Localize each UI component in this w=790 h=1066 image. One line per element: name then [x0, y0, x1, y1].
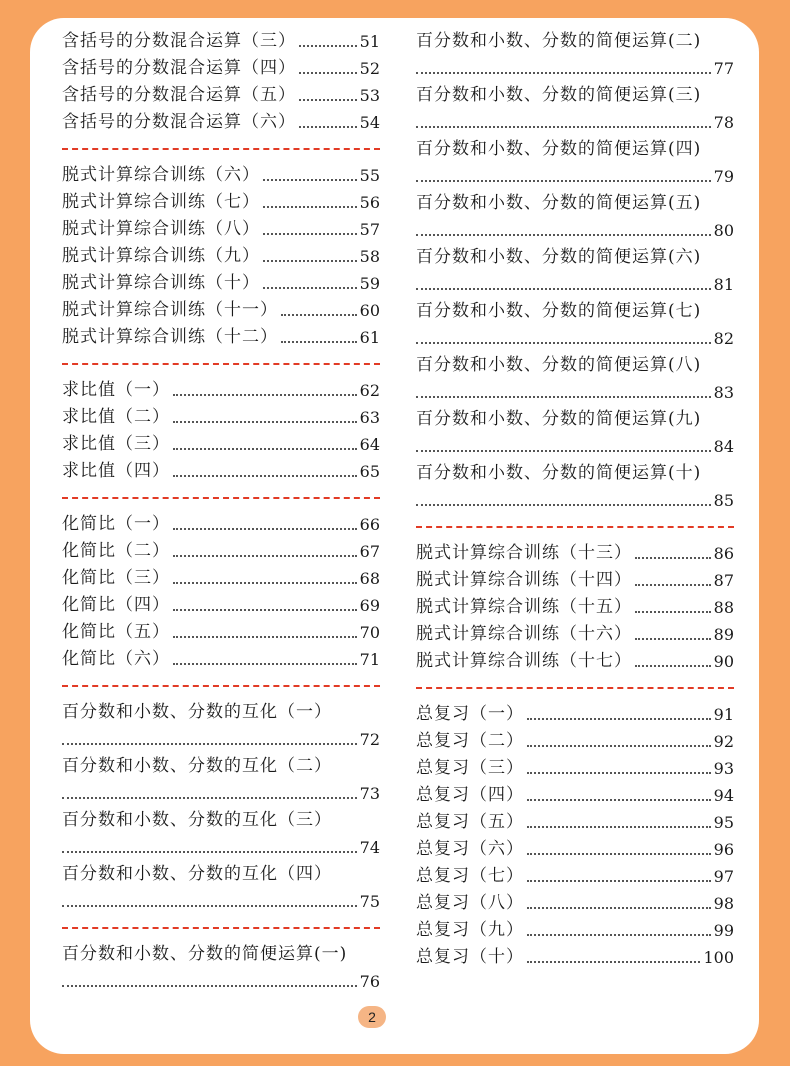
- dot-leader: [263, 260, 357, 262]
- toc-entry[interactable]: [62, 592, 380, 619]
- toc-entry-page: 61: [359, 328, 380, 347]
- toc-entry-page: 88: [713, 598, 734, 617]
- toc-entry[interactable]: [416, 701, 734, 728]
- toc-entry[interactable]: [62, 243, 380, 270]
- toc-left-column: [62, 18, 380, 995]
- toc-entry-page: 73: [359, 784, 380, 803]
- dot-leader: [173, 636, 357, 638]
- dot-leader: [416, 126, 711, 128]
- toc-entry-title: 脱式计算综合训练（十二）: [62, 327, 278, 347]
- toc-entry-page: 90: [713, 652, 734, 671]
- toc-entry-leader-line: [62, 780, 380, 807]
- toc-entry[interactable]: [62, 189, 380, 216]
- toc-entry-title: 总复习（七）: [416, 866, 524, 886]
- toc-entry[interactable]: [62, 861, 380, 915]
- toc-entry[interactable]: [416, 460, 734, 514]
- toc-entry-title: 百分数和小数、分数的互化（三）: [62, 810, 332, 830]
- toc-entry[interactable]: [416, 352, 734, 406]
- dot-leader: [527, 772, 711, 774]
- dot-leader: [416, 180, 711, 182]
- toc-entry-title: 化简比（二）: [62, 541, 170, 561]
- toc-entry-title: 总复习（六）: [416, 839, 524, 859]
- dot-leader: [527, 826, 711, 828]
- dot-leader: [635, 665, 711, 667]
- dot-leader: [173, 448, 357, 450]
- toc-entry-title: 化简比（一）: [62, 514, 170, 534]
- toc-entry-title: 总复习（八）: [416, 893, 524, 913]
- toc-entry-page: 72: [359, 730, 380, 749]
- toc-entry-leader-line: [416, 379, 734, 406]
- toc-entry-title: 百分数和小数、分数的简便运算(九): [416, 409, 702, 429]
- dot-leader: [281, 314, 357, 316]
- toc-entry[interactable]: [62, 538, 380, 565]
- toc-entry[interactable]: [62, 941, 380, 995]
- toc-entry[interactable]: [416, 890, 734, 917]
- dot-leader: [263, 233, 357, 235]
- toc-entry[interactable]: [416, 136, 734, 190]
- toc-entry[interactable]: [416, 621, 734, 648]
- toc-entry-leader-line: [62, 888, 380, 915]
- toc-entry-page: 92: [713, 732, 734, 751]
- dot-leader: [263, 179, 357, 181]
- toc-entry-title: 求比值（三）: [62, 434, 170, 454]
- toc-entry-page: 98: [713, 894, 734, 913]
- toc-entry-page: 94: [713, 786, 734, 805]
- dot-leader: [299, 99, 357, 101]
- toc-entry-page: 59: [359, 274, 380, 293]
- section-divider: [416, 526, 734, 528]
- dot-leader: [416, 72, 711, 74]
- toc-entry-page: 71: [359, 650, 380, 669]
- dot-leader: [635, 638, 711, 640]
- toc-entry-title: 百分数和小数、分数的简便运算(四): [416, 139, 702, 159]
- toc-entry-page: 65: [359, 462, 380, 481]
- toc-entry-title: 百分数和小数、分数的互化（一）: [62, 702, 332, 722]
- toc-entry[interactable]: [416, 244, 734, 298]
- dot-leader: [299, 72, 357, 74]
- toc-entry[interactable]: [62, 511, 380, 538]
- toc-entry-title: 百分数和小数、分数的互化（二）: [62, 756, 332, 776]
- toc-section: [416, 28, 734, 514]
- toc-entry[interactable]: [416, 648, 734, 675]
- toc-entry-page: 64: [359, 435, 380, 454]
- toc-entry-page: 54: [359, 113, 380, 132]
- toc-entry[interactable]: [416, 298, 734, 352]
- toc-entry-page: 99: [713, 921, 734, 940]
- dot-leader: [263, 206, 357, 208]
- dot-leader: [527, 745, 711, 747]
- dot-leader: [527, 880, 711, 882]
- toc-entry-page: 85: [713, 491, 734, 510]
- dot-leader: [62, 905, 357, 907]
- toc-entry-leader-line: [416, 163, 734, 190]
- toc-entry[interactable]: [62, 458, 380, 485]
- toc-entry-leader-line: [62, 834, 380, 861]
- toc-entry[interactable]: [416, 782, 734, 809]
- toc-entry-title: 化简比（三）: [62, 568, 170, 588]
- toc-entry[interactable]: [62, 646, 380, 673]
- dot-leader: [62, 743, 357, 745]
- toc-entry-title: 总复习（九）: [416, 920, 524, 940]
- toc-entry-leader-line: [416, 55, 734, 82]
- toc-entry-page: 87: [713, 571, 734, 590]
- dot-leader: [527, 907, 711, 909]
- toc-entry-title: 含括号的分数混合运算（四）: [62, 58, 296, 78]
- toc-entry-page: 93: [713, 759, 734, 778]
- toc-entry[interactable]: [62, 753, 380, 807]
- toc-entry-page: 53: [359, 86, 380, 105]
- toc-entry-page: 80: [713, 221, 734, 240]
- toc-entry-page: 83: [713, 383, 734, 402]
- dot-leader: [527, 718, 711, 720]
- toc-entry-title: 总复习（一）: [416, 704, 524, 724]
- dot-leader: [62, 985, 357, 987]
- toc-entry-page: 58: [359, 247, 380, 266]
- section-divider: [62, 685, 380, 687]
- toc-entry[interactable]: [62, 82, 380, 109]
- toc-entry-title: 总复习（三）: [416, 758, 524, 778]
- toc-entry[interactable]: [416, 917, 734, 944]
- toc-entry[interactable]: [62, 377, 380, 404]
- section-divider: [62, 497, 380, 499]
- toc-entry-page: 51: [359, 32, 380, 51]
- dot-leader: [173, 421, 357, 423]
- section-divider: [62, 363, 380, 365]
- dot-leader: [416, 288, 711, 290]
- toc-entry-title: 脱式计算综合训练（十六）: [416, 624, 632, 644]
- toc-entry-title: 脱式计算综合训练（十四）: [416, 570, 632, 590]
- toc-section: [62, 699, 380, 915]
- toc-entry-leader-line: [416, 325, 734, 352]
- toc-entry-title: 脱式计算综合训练（十三）: [416, 543, 632, 563]
- toc-section: [416, 701, 734, 971]
- toc-entry[interactable]: [416, 755, 734, 782]
- dot-leader: [416, 234, 711, 236]
- toc-entry-title: 化简比（四）: [62, 595, 170, 615]
- toc-entry-title: 求比值（四）: [62, 461, 170, 481]
- toc-entry[interactable]: [416, 944, 734, 971]
- toc-entry-title: 含括号的分数混合运算（五）: [62, 85, 296, 105]
- toc-entry-title: 百分数和小数、分数的简便运算(六): [416, 247, 702, 267]
- toc-entry-page: 95: [713, 813, 734, 832]
- toc-entry-page: 89: [713, 625, 734, 644]
- toc-entry-page: 96: [713, 840, 734, 859]
- toc-entry-title: 百分数和小数、分数的互化（四）: [62, 864, 332, 884]
- dot-leader: [416, 396, 711, 398]
- toc-entry-page: 74: [359, 838, 380, 857]
- page-number-badge: 2: [358, 1006, 386, 1028]
- toc-entry[interactable]: [62, 55, 380, 82]
- toc-entry-page: 69: [359, 596, 380, 615]
- toc-entry-title: 含括号的分数混合运算（六）: [62, 112, 296, 132]
- toc-entry[interactable]: [62, 162, 380, 189]
- toc-entry[interactable]: [416, 728, 734, 755]
- toc-entry-page: 57: [359, 220, 380, 239]
- dot-leader: [527, 799, 711, 801]
- toc-entry[interactable]: [416, 190, 734, 244]
- dot-leader: [173, 475, 357, 477]
- toc-entry-title: 百分数和小数、分数的简便运算(七): [416, 301, 702, 321]
- toc-entry-title: 求比值（二）: [62, 407, 170, 427]
- toc-entry-page: 60: [359, 301, 380, 320]
- toc-entry-title: 脱式计算综合训练（十七）: [416, 651, 632, 671]
- toc-right-column: [416, 18, 734, 971]
- toc-entry-title: 化简比（六）: [62, 649, 170, 669]
- dot-leader: [416, 450, 711, 452]
- toc-entry-title: 求比值（一）: [62, 380, 170, 400]
- dot-leader: [299, 126, 357, 128]
- toc-entry-page: 56: [359, 193, 380, 212]
- toc-entry-page: 52: [359, 59, 380, 78]
- toc-entry-title: 化简比（五）: [62, 622, 170, 642]
- toc-entry-page: 77: [713, 59, 734, 78]
- dot-leader: [281, 341, 357, 343]
- toc-entry-title: 总复习（十）: [416, 947, 524, 967]
- toc-entry-page: 91: [713, 705, 734, 724]
- dot-leader: [635, 557, 711, 559]
- toc-entry[interactable]: [416, 594, 734, 621]
- toc-entry-title: 脱式计算综合训练（八）: [62, 219, 260, 239]
- toc-entry-page: 68: [359, 569, 380, 588]
- dot-leader: [173, 394, 357, 396]
- toc-entry[interactable]: [416, 406, 734, 460]
- toc-entry[interactable]: [416, 28, 734, 82]
- dot-leader: [173, 555, 357, 557]
- toc-entry-title: 百分数和小数、分数的简便运算(八): [416, 355, 702, 375]
- toc-entry-page: 70: [359, 623, 380, 642]
- toc-section: [62, 377, 380, 485]
- dot-leader: [635, 584, 711, 586]
- toc-entry[interactable]: [416, 809, 734, 836]
- toc-entry-page: 62: [359, 381, 380, 400]
- toc-entry[interactable]: [62, 216, 380, 243]
- toc-entry-title: 脱式计算综合训练（十）: [62, 273, 260, 293]
- dot-leader: [173, 663, 357, 665]
- toc-entry-title: 脱式计算综合训练（九）: [62, 246, 260, 266]
- dot-leader: [635, 611, 711, 613]
- toc-entry[interactable]: [62, 324, 380, 351]
- dot-leader: [173, 582, 357, 584]
- toc-section: [416, 540, 734, 675]
- toc-entry-page: 78: [713, 113, 734, 132]
- toc-entry-leader-line: [416, 217, 734, 244]
- toc-entry[interactable]: [62, 297, 380, 324]
- toc-section: [62, 162, 380, 351]
- toc-entry-title: 脱式计算综合训练（六）: [62, 165, 260, 185]
- toc-entry-leader-line: [416, 487, 734, 514]
- toc-entry[interactable]: [62, 28, 380, 55]
- toc-entry-page: 55: [359, 166, 380, 185]
- toc-entry[interactable]: [416, 82, 734, 136]
- toc-entry-leader-line: [416, 271, 734, 298]
- toc-entry-leader-line: [416, 433, 734, 460]
- toc-entry[interactable]: [416, 540, 734, 567]
- dot-leader: [263, 287, 357, 289]
- toc-entry[interactable]: [62, 270, 380, 297]
- toc-entry-title: 脱式计算综合训练（七）: [62, 192, 260, 212]
- dot-leader: [173, 609, 357, 611]
- toc-entry-title: 百分数和小数、分数的简便运算(一): [62, 944, 348, 964]
- toc-entry-leader-line: [62, 968, 380, 995]
- toc-entry[interactable]: [62, 404, 380, 431]
- section-divider: [62, 148, 380, 150]
- toc-section: [62, 941, 380, 995]
- toc-entry[interactable]: [62, 431, 380, 458]
- toc-entry-title: 总复习（五）: [416, 812, 524, 832]
- toc-entry-page: 81: [713, 275, 734, 294]
- toc-entry-page: 86: [713, 544, 734, 563]
- toc-entry-title: 脱式计算综合训练（十五）: [416, 597, 632, 617]
- dot-leader: [62, 851, 357, 853]
- toc-entry-page: 67: [359, 542, 380, 561]
- toc-entry[interactable]: [62, 699, 380, 753]
- toc-entry-leader-line: [416, 109, 734, 136]
- dot-leader: [527, 961, 700, 963]
- toc-entry-page: 97: [713, 867, 734, 886]
- dot-leader: [416, 504, 711, 506]
- toc-entry-page: 82: [713, 329, 734, 348]
- section-divider: [62, 927, 380, 929]
- toc-entry-title: 总复习（二）: [416, 731, 524, 751]
- dot-leader: [173, 528, 357, 530]
- toc-entry-page: 76: [359, 972, 380, 991]
- toc-entry-title: 百分数和小数、分数的简便运算(三): [416, 85, 702, 105]
- toc-entry[interactable]: [62, 109, 380, 136]
- toc-entry-page: 84: [713, 437, 734, 456]
- dot-leader: [416, 342, 711, 344]
- toc-entry[interactable]: [62, 565, 380, 592]
- toc-entry-page: 75: [359, 892, 380, 911]
- toc-entry-title: 总复习（四）: [416, 785, 524, 805]
- toc-card: [30, 18, 759, 1054]
- toc-entry[interactable]: [62, 619, 380, 646]
- toc-entry[interactable]: [62, 807, 380, 861]
- toc-entry-page: 100: [703, 948, 734, 967]
- toc-entry-title: 百分数和小数、分数的简便运算(二): [416, 31, 702, 51]
- toc-entry[interactable]: [416, 863, 734, 890]
- toc-entry-page: 66: [359, 515, 380, 534]
- toc-entry-page: 63: [359, 408, 380, 427]
- toc-entry[interactable]: [416, 567, 734, 594]
- dot-leader: [299, 45, 357, 47]
- dot-leader: [62, 797, 357, 799]
- toc-entry-page: 79: [713, 167, 734, 186]
- toc-entry-title: 脱式计算综合训练（十一）: [62, 300, 278, 320]
- toc-section: [62, 28, 380, 136]
- toc-entry-title: 百分数和小数、分数的简便运算(十): [416, 463, 702, 483]
- toc-entry-title: 百分数和小数、分数的简便运算(五): [416, 193, 702, 213]
- toc-section: [62, 511, 380, 673]
- toc-entry-title: 含括号的分数混合运算（三）: [62, 31, 296, 51]
- dot-leader: [527, 934, 711, 936]
- dot-leader: [527, 853, 711, 855]
- section-divider: [416, 687, 734, 689]
- toc-entry-leader-line: [62, 726, 380, 753]
- toc-entry[interactable]: [416, 836, 734, 863]
